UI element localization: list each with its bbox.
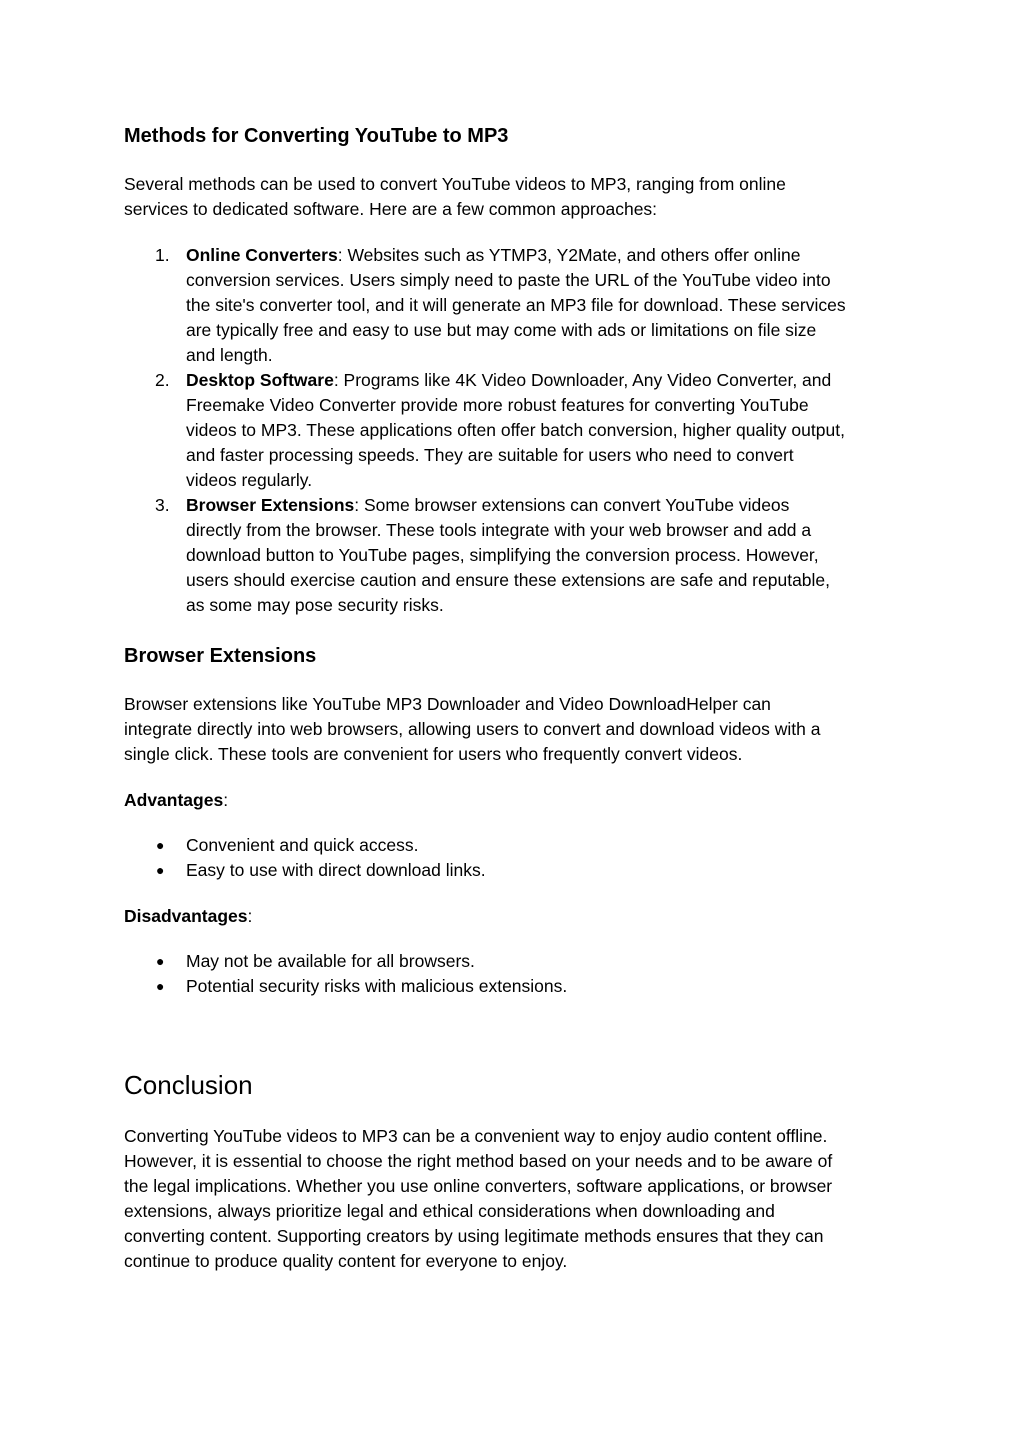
disadvantages-label: [124, 904, 904, 929]
advantages-list-item: [124, 858, 904, 883]
conclusion-body: [124, 1124, 904, 1274]
methods-list-item: [124, 368, 904, 493]
methods-intro: [124, 172, 904, 222]
body-line: integrate directly into web browsers, allowing users to convert and download videos with a: [124, 719, 821, 739]
browser-extensions-heading: Browser Extensions: [124, 645, 317, 667]
item-line: the site's converter tool, and it will generate an MP3 file for download. These services: [186, 295, 846, 315]
body-line: single click. These tools are convenient for users who frequently convert videos.: [124, 744, 743, 764]
bullet-icon: ●: [156, 837, 165, 853]
disadvantages-list-item: [124, 949, 904, 974]
item-line: videos regularly.: [186, 470, 313, 490]
item-line: directly from the browser. These tools integrate with your web browser and add a: [186, 520, 812, 540]
conclusion-heading: Conclusion: [124, 1070, 253, 1100]
item-text: : Programs like 4K Video Downloader, Any Video Converter, and: [333, 370, 832, 390]
body-line: continue to produce quality content for everyone to enjoy.: [124, 1251, 568, 1271]
methods-intro-line: Several methods can be used to convert YouTube videos to MP3, ranging from online: [124, 174, 786, 194]
disadvantages-list: [124, 949, 904, 999]
body-line: extensions, always prioritize legal and ethical considerations when downloading and: [124, 1201, 775, 1221]
list-number: 2.: [155, 370, 170, 390]
list-number: 1.: [155, 245, 170, 265]
advantages-label: [124, 788, 904, 813]
disadvantages-list-item: [124, 974, 904, 999]
body-line: the legal implications. Whether you use online converters, software applications, or browser: [124, 1176, 833, 1196]
item-line: and faster processing speeds. They are suitable for users who need to convert: [186, 445, 794, 465]
methods-intro-line: services to dedicated software. Here are a few common approaches:: [124, 199, 658, 219]
body-line: Browser extensions like YouTube MP3 Downloader and Video DownloadHelper can: [124, 694, 771, 714]
item-line: videos to MP3. These applications often offer batch conversion, higher quality output,: [186, 420, 845, 440]
item-line: conversion services. Users simply need to paste the URL of the YouTube video into: [186, 270, 831, 290]
advantages-title: Advantages: [124, 790, 224, 810]
methods-list-item: [124, 493, 904, 618]
item-line: are typically free and easy to use but may come with ads or limitations on file size: [186, 320, 817, 340]
disadvantages-title: Disadvantages: [124, 906, 248, 926]
item-line: and length.: [186, 345, 273, 365]
item-line: Freemake Video Converter provide more robust features for converting YouTube: [186, 395, 809, 415]
body-line: converting content. Supporting creators by using legitimate methods ensures that they can: [124, 1226, 824, 1246]
bullet-icon: ●: [156, 978, 165, 994]
item-term: Browser Extensions: [186, 495, 355, 515]
item-line: users should exercise caution and ensure these extensions are safe and reputable,: [186, 570, 831, 590]
bullet-icon: ●: [156, 953, 165, 969]
item-line: download button to YouTube pages, simplifying the conversion process. However,: [186, 545, 819, 565]
browser-extensions-body: [124, 692, 904, 767]
methods-list-item: [124, 243, 904, 368]
advantages-list-item: [124, 833, 904, 858]
item-text: May not be available for all browsers.: [186, 951, 475, 971]
item-term: Online Converters: [186, 245, 338, 265]
advantages-list: [124, 833, 904, 883]
item-text: Convenient and quick access.: [186, 835, 419, 855]
list-number: 3.: [155, 495, 170, 515]
item-term: Desktop Software: [186, 370, 334, 390]
body-line: Converting YouTube videos to MP3 can be a convenient way to enjoy audio content offline.: [124, 1126, 828, 1146]
bullet-icon: ●: [156, 862, 165, 878]
item-text: Easy to use with direct download links.: [186, 860, 486, 880]
item-line: as some may pose security risks.: [186, 595, 444, 615]
item-text: : Some browser extensions can convert YouTube videos: [354, 495, 790, 515]
colon: :: [223, 790, 229, 810]
colon: :: [247, 906, 253, 926]
methods-list: [124, 243, 904, 618]
methods-heading: Methods for Converting YouTube to MP3: [124, 125, 509, 147]
body-line: However, it is essential to choose the right method based on your needs and to be aware of: [124, 1151, 833, 1171]
item-text: : Websites such as YTMP3, Y2Mate, and others offer online: [337, 245, 801, 265]
item-text: Potential security risks with malicious extensions.: [186, 976, 568, 996]
